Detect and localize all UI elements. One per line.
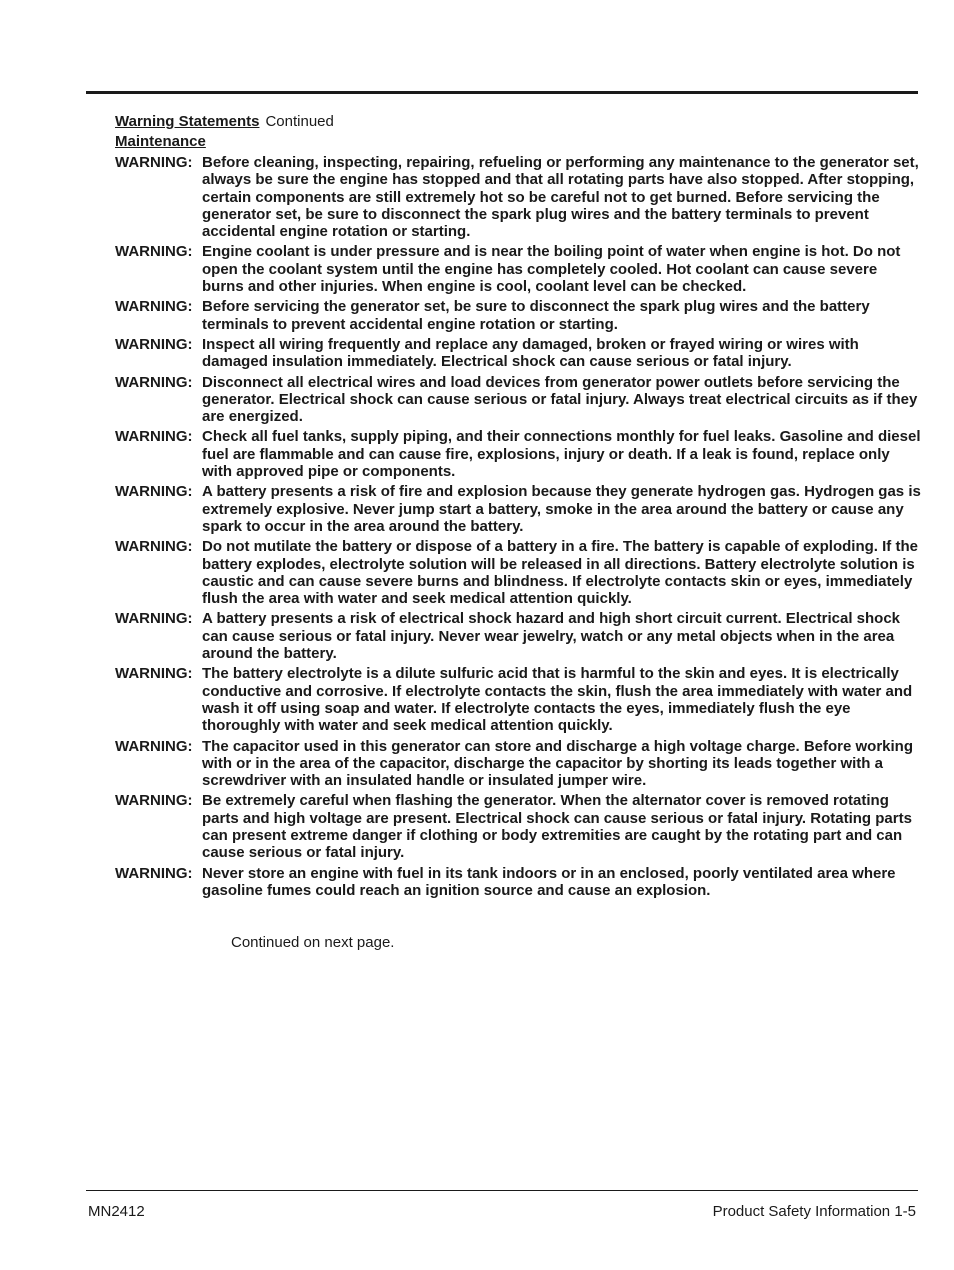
warning-label: WARNING:	[115, 792, 193, 810]
warning-item	[115, 610, 921, 662]
warning-label: WARNING:	[115, 428, 193, 446]
warning-item	[115, 665, 921, 734]
warning-item	[115, 243, 921, 295]
warning-item	[115, 792, 921, 861]
warning-label: WARNING:	[115, 154, 193, 171]
footer-page-label: Product Safety Information 1-5	[712, 1203, 916, 1220]
warning-item	[115, 483, 921, 535]
warning-item	[115, 865, 921, 900]
warning-label: WARNING:	[115, 243, 193, 261]
warning-label: WARNING:	[115, 335, 193, 353]
warning-text: The capacitor used in this generator can store and discharge a high voltage charge. Before working with or in the area of the capacitor, discharge the capacitor by shorting its leads together with a screwdriver with an insulated handle or insulated jumper wire.	[202, 737, 914, 790]
warning-text: The battery electrolyte is a dilute sulfuric acid that is harmful to the skin and eyes. It is electrically conductive and corrosive. If electrolyte contacts the skin, flush the area immediately with water and wash it off using soap and water. If electrolyte contacts the eyes, immediately flush the eye thoroughly with water and seek medical attention quickly.	[202, 665, 913, 735]
warning-text: Be extremely careful when flashing the generator. When the alternator cover is removed rotating parts and high voltage are present. Electrical shock can cause serious or fatal injury. Rotating parts can present extreme danger if clothing or body extremities are caught by the rotating part and can cause serious or fatal injury.	[202, 792, 912, 862]
warning-text: Never store an engine with fuel in its tank indoors or in an enclosed, poorly ventilated area where gasoline fumes could reach an ignition source and cause an explosion.	[202, 864, 896, 899]
warning-text: A battery presents a risk of electrical shock hazard and high short circuit current. Electrical shock can cause serious or fatal injury. Never wear jewelry, watch or any metal objects when in the area around the battery.	[202, 610, 901, 663]
section-heading	[115, 112, 921, 132]
warning-label: WARNING:	[115, 610, 193, 628]
warning-text: A battery presents a risk of fire and explosion because they generate hydrogen gas. Hydrogen gas is extremely explosive. Never jump start a battery, smoke in the area around the battery or cause any spark to occur in the area around the battery.	[202, 483, 921, 535]
warning-item	[115, 154, 921, 240]
warning-label: WARNING:	[115, 373, 193, 391]
warning-text: Disconnect all electrical wires and load devices from generator power outlets before servicing the generator. Electrical shock can cause serious or fatal injury. Always treat electrical circuits as if they are energized.	[202, 373, 918, 426]
warning-item	[115, 428, 921, 480]
warning-item	[115, 336, 921, 371]
warning-item	[115, 738, 921, 790]
warning-label: WARNING:	[115, 483, 193, 501]
warning-text: Before cleaning, inspecting, repairing, refueling or performing any maintenance to the generator set, always be sure the engine has stopped and that all rotating parts have also stopped. After stopping, certain components are still extremely hot so be careful not to get burned. Before servicing the generator set, be sure to disconnect the spark plug wires and the battery terminals to prevent accidental engine rotation or starting.	[202, 154, 919, 241]
subsection-title: Maintenance	[115, 133, 206, 150]
top-divider	[86, 91, 918, 94]
bottom-divider	[86, 1190, 918, 1191]
warning-item	[115, 374, 921, 426]
warning-text: Check all fuel tanks, supply piping, and their connections monthly for fuel leaks. Gasoline and diesel fuel are flammable and can cause fire, explosions, injury or death. If a leak is found, replace only with approved pipe or components.	[202, 428, 921, 481]
section-continued-label: Continued	[265, 113, 334, 130]
warning-text: Do not mutilate the battery or dispose of a battery in a fire. The battery is capable of exploding. If the battery explodes, electrolyte solution will be released in all directions. Battery electrolyte solution is caustic and can cause severe burns and blindness. If electrolyte contacts skin or eyes, immediately flush the area with water and seek medical attention quickly.	[202, 538, 918, 608]
warning-label: WARNING:	[115, 864, 193, 882]
warning-label: WARNING:	[115, 298, 193, 316]
continued-note: Continued on next page.	[231, 934, 395, 951]
warning-label: WARNING:	[115, 665, 193, 683]
section-title: Warning Statements	[115, 113, 260, 130]
warning-item	[115, 298, 921, 333]
warning-text: Inspect all wiring frequently and replace any damaged, broken or frayed wiring or wires with damaged insulation immediately. Electrical shock can cause serious or fatal injury.	[202, 335, 859, 371]
warning-statements-section	[115, 112, 921, 902]
warning-label: WARNING:	[115, 737, 193, 755]
warning-item	[115, 538, 921, 607]
warning-text: Before servicing the generator set, be sure to disconnect the spark plug wires and the battery terminals to prevent accidental engine rotation or starting.	[202, 298, 870, 333]
warning-label: WARNING:	[115, 538, 193, 556]
footer-doc-number: MN2412	[88, 1203, 145, 1220]
warning-text: Engine coolant is under pressure and is near the boiling point of water when engine is hot. Do not open the coolant system until the engine has completely cooled. Hot coolant can cause severe burns and other injuries. When engine is cool, coolant level can be checked.	[202, 243, 901, 296]
